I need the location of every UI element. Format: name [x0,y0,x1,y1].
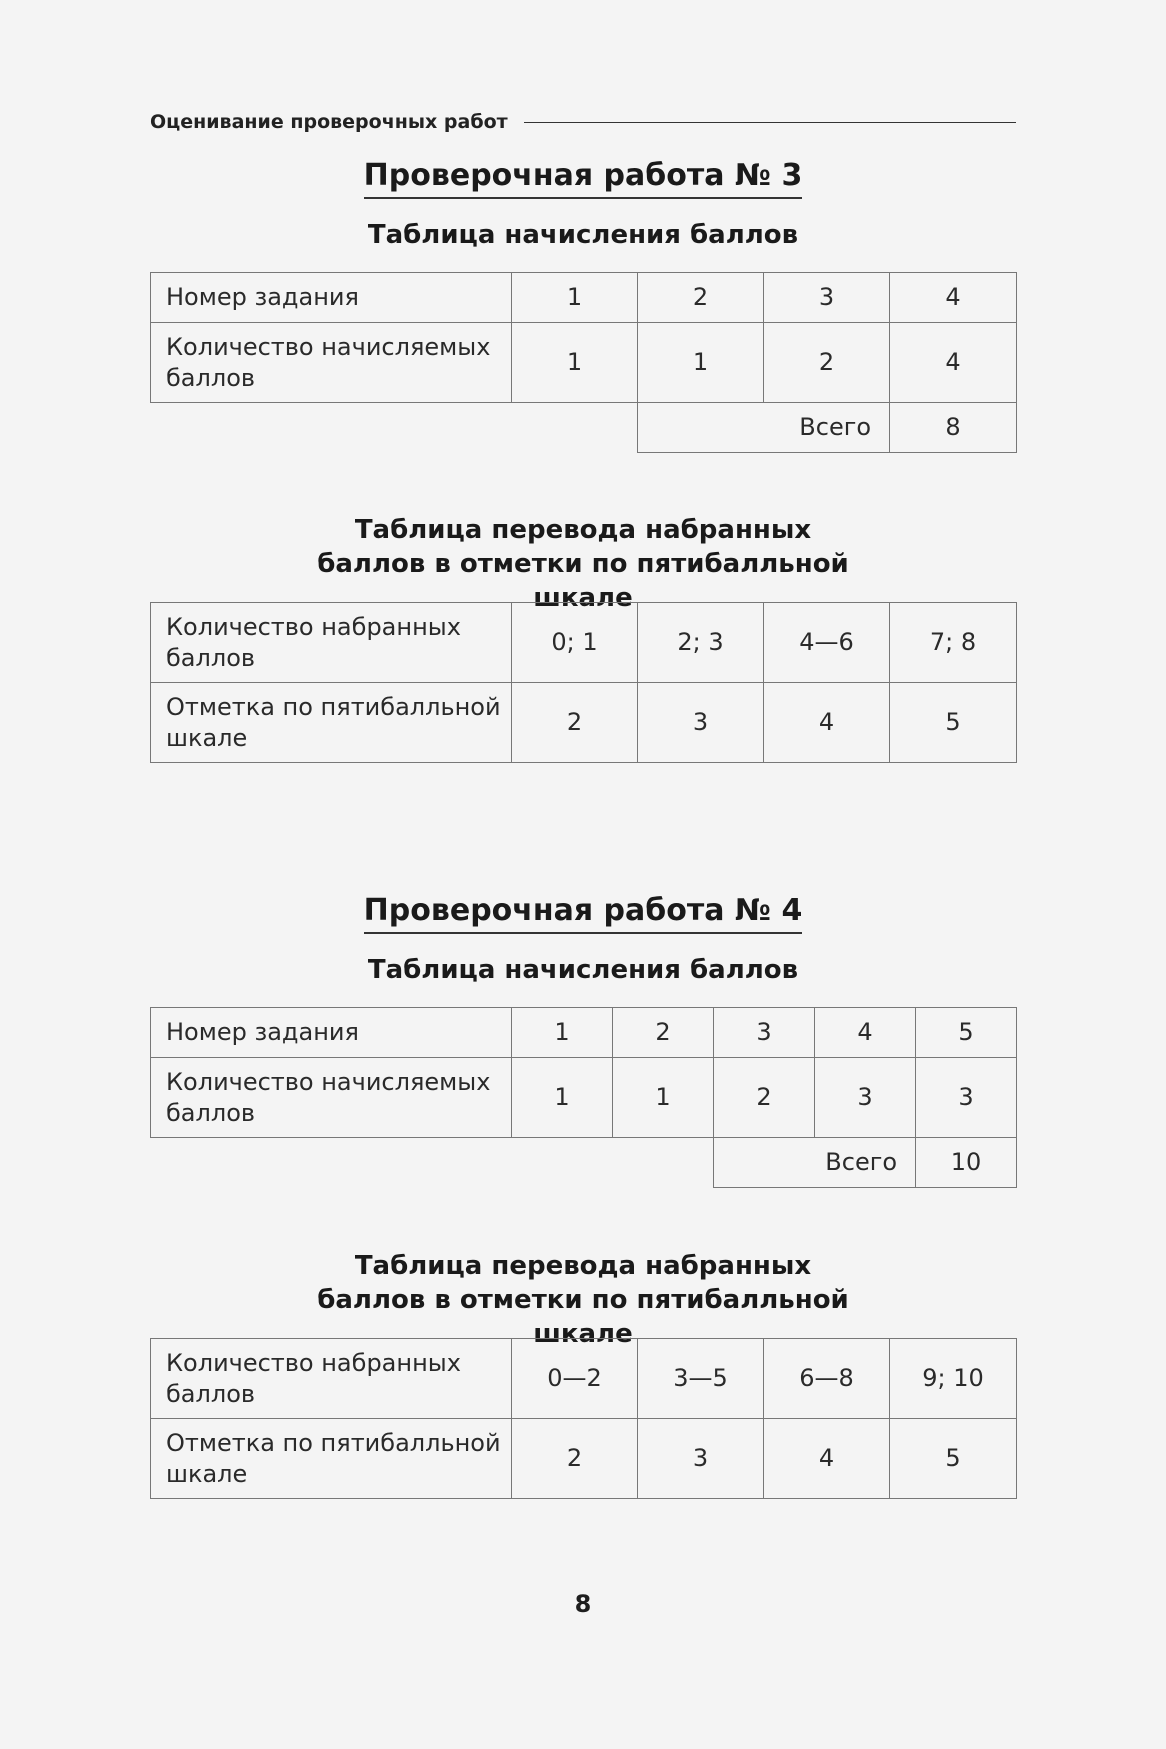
page-number: 8 [574,1590,592,1618]
task-number-cell: 1 [512,273,638,323]
work3-title: Проверочная работа № 3 [0,158,1166,199]
task-number-cell: 5 [916,1008,1017,1058]
task-number-cell: 4 [890,273,1017,323]
grade-label: Отметка по пятибалльной шкале [151,683,512,763]
table-row [151,273,1017,323]
work4-title: Проверочная работа № 4 [0,893,1166,934]
work4-conversion-table [150,1338,1017,1499]
task-number-label: Номер задания [151,1008,512,1058]
points-cell: 1 [512,323,638,403]
running-head-rule [524,122,1016,123]
score-label: Количество набранных баллов [151,1339,512,1419]
score-cell: 9; 10 [890,1339,1017,1419]
running-head [150,111,1016,133]
points-cell: 3 [916,1058,1017,1138]
total-value: 10 [916,1138,1017,1188]
work3-conversion-table [150,602,1017,763]
task-number-cell: 3 [764,273,890,323]
points-cell: 1 [613,1058,714,1138]
score-cell: 3—5 [638,1339,764,1419]
work3-scoring-title: Таблица начисления баллов [367,220,799,250]
table-row [151,1008,1017,1058]
table-row [151,1138,1017,1188]
score-cell: 7; 8 [890,603,1017,683]
work3-scoring-table [150,272,1017,453]
grade-label: Отметка по пятибалльной шкале [151,1419,512,1499]
score-cell: 0; 1 [512,603,638,683]
table-row [151,1058,1017,1138]
score-cell: 2; 3 [638,603,764,683]
points-cell: 2 [714,1058,815,1138]
total-value: 8 [890,403,1017,453]
total-label: Всего [638,403,890,453]
task-number-cell: 3 [714,1008,815,1058]
points-cell: 1 [638,323,764,403]
task-number-cell: 2 [638,273,764,323]
table-row [151,403,1017,453]
running-head-text: Оценивание проверочных работ [150,111,508,133]
points-cell: 1 [512,1058,613,1138]
table-row [151,1339,1017,1419]
work3-conversion-title: Таблица перевода набранных баллов в отметки по пятибалльной шкале [317,515,849,613]
grade-cell: 4 [764,683,890,763]
points-label: Количество начисляемых баллов [151,1058,512,1138]
grade-cell: 2 [512,1419,638,1499]
work4-scoring-table [150,1007,1017,1188]
points-cell: 3 [815,1058,916,1138]
score-cell: 4—6 [764,603,890,683]
table-row [151,1419,1017,1499]
task-number-label: Номер задания [151,273,512,323]
work4-scoring-title: Таблица начисления баллов [367,955,799,985]
total-label: Всего [714,1138,916,1188]
points-cell: 4 [890,323,1017,403]
table-row [151,323,1017,403]
grade-cell: 2 [512,683,638,763]
task-number-cell: 1 [512,1008,613,1058]
grade-cell: 5 [890,683,1017,763]
grade-cell: 5 [890,1419,1017,1499]
table-row [151,683,1017,763]
score-cell: 6—8 [764,1339,890,1419]
task-number-cell: 4 [815,1008,916,1058]
points-cell: 2 [764,323,890,403]
task-number-cell: 2 [613,1008,714,1058]
grade-cell: 3 [638,1419,764,1499]
grade-cell: 3 [638,683,764,763]
points-label: Количество начисляемых баллов [151,323,512,403]
grade-cell: 4 [764,1419,890,1499]
work4-conversion-title: Таблица перевода набранных баллов в отметки по пятибалльной шкале [317,1251,849,1349]
score-label: Количество набранных баллов [151,603,512,683]
score-cell: 0—2 [512,1339,638,1419]
table-row [151,603,1017,683]
